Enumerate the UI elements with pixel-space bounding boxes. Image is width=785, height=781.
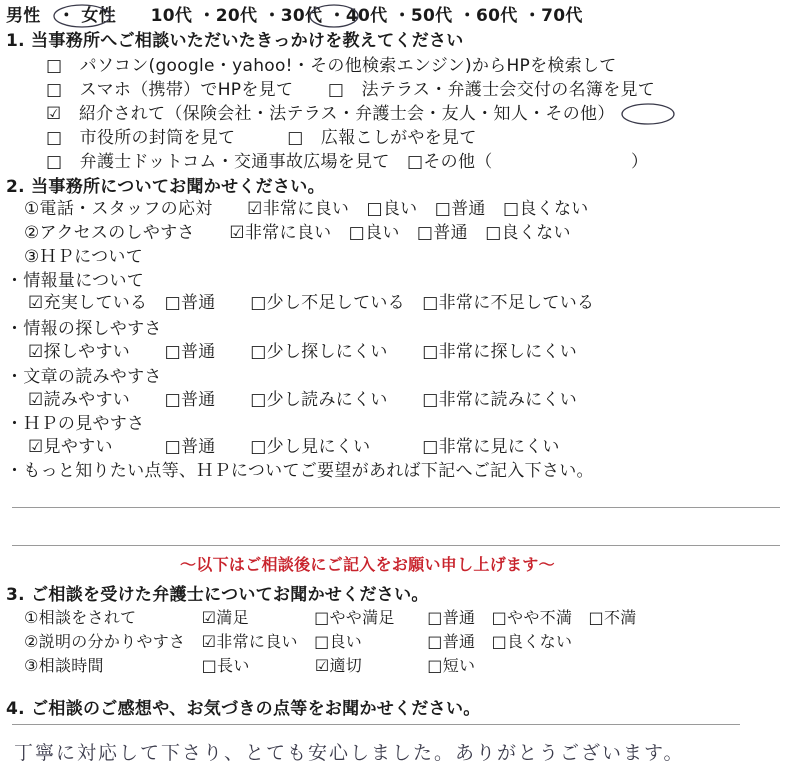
handwritten-answer: 丁寧に対応して下さり、とても安心しました。ありがとうございます。 xyxy=(14,742,685,764)
q2-search-label: ・情報の探しやすさ xyxy=(6,319,162,339)
q1-option-referral: ☑ 紹介されて（保険会社・法テラス・弁護士会・友人・知人・その他） xyxy=(46,104,615,124)
q1-title: 1. 当事務所へご相談いただいたきっかけを教えてください xyxy=(6,31,464,51)
q1-option-cityhall: □ 市役所の封筒を見て □ 広報こしがやを見て xyxy=(46,128,477,148)
circle-female-mark xyxy=(54,5,110,27)
q2-info-options: ☑充実している □普通 □少し不足している □非常に不足している xyxy=(28,293,595,313)
q2-title: 2. 当事務所についてお聞かせください。 xyxy=(6,177,325,197)
q2-read-options: ☑読みやすい □普通 □少し読みにくい □非常に読みにくい xyxy=(28,390,578,410)
q3-clarity-row: ②説明の分かりやすさ ☑非常に良い □良い □普通 □良くない xyxy=(24,632,573,651)
q2-search-options: ☑探しやすい □普通 □少し探しにくい □非常に探しにくい xyxy=(28,342,578,362)
q2-phone-row: ①電話・スタッフの応対 ☑非常に良い □良い □普通 □良くない xyxy=(24,199,589,219)
q2-access-row: ②アクセスのしやすさ ☑非常に良い □良い □普通 □良くない xyxy=(24,223,571,243)
q2-hp-heading: ③ＨＰについて xyxy=(24,247,143,267)
q2-view-label: ・ＨＰの見やすさ xyxy=(6,414,145,434)
q3-satisfaction-row: ①相談をされて ☑満足 □やや満足 □普通 □やや不満 □不満 xyxy=(24,608,637,627)
gender-age-line: 男性 ・ 女性 10代 ・20代 ・30代 ・40代 ・50代 ・60代 ・70代 xyxy=(6,6,583,26)
q2-view-options: ☑見やすい □普通 □少し見にくい □非常に見にくい xyxy=(28,437,560,457)
q1-option-pc: □ パソコン(google・yahoo!・その他検索エンジン)からHPを検索して xyxy=(46,56,617,76)
q1-option-smartphone: □ スマホ（携帯）でHPを見て □ 法テラス・弁護士会交付の名簿を見て xyxy=(46,80,656,100)
circle-30s-mark xyxy=(310,5,358,27)
q2-read-label: ・文章の読みやすさ xyxy=(6,367,162,387)
q2-info-label: ・情報量について xyxy=(6,271,145,291)
q3-time-row: ③相談時間 □長い ☑適切 □短い xyxy=(24,656,476,675)
q1-option-bengoshi: □ 弁護士ドットコム・交通事故広場を見て □その他（ ） xyxy=(46,152,649,172)
q4-title: 4. ご相談のご感想や、お気づきの点等をお聞かせください。 xyxy=(6,699,481,719)
after-consultation-notice: ～以下はご相談後にご記入をお願い申し上げます～ xyxy=(180,555,555,574)
q2-request-text: ・もっと知りたい点等、ＨＰについてご要望があれば下記へご記入下さい。 xyxy=(6,461,594,481)
circle-other-mark xyxy=(622,104,674,124)
q3-title: 3. ご相談を受けた弁護士についてお聞かせください。 xyxy=(6,585,429,605)
